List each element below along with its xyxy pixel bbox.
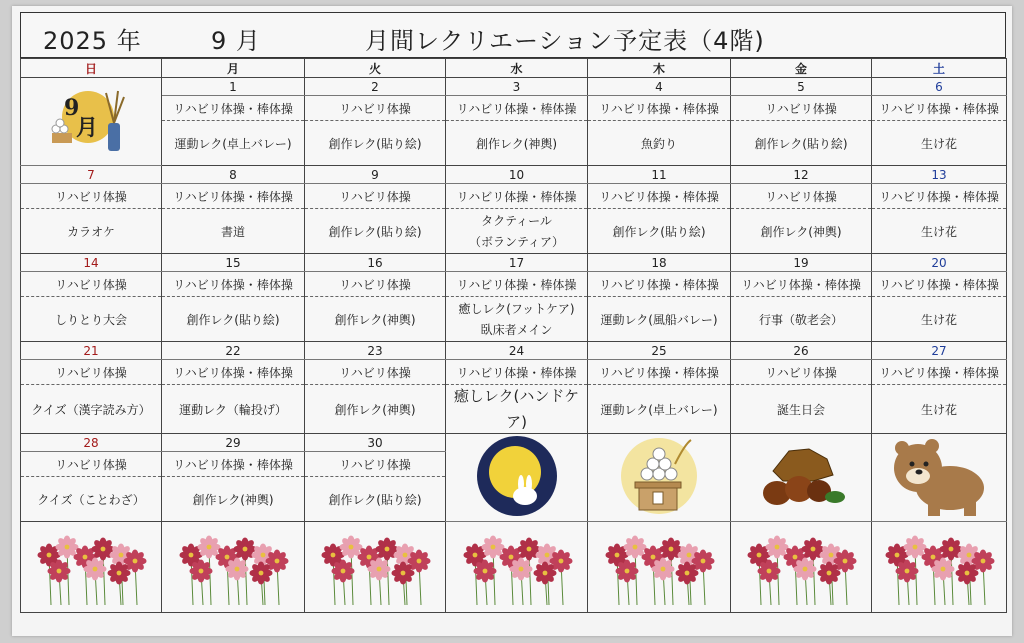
activity-text-line2: ア) xyxy=(506,413,527,431)
cosmos-flower-row xyxy=(21,522,1007,613)
exercise-cell: リハビリ体操・棒体操 xyxy=(162,184,305,209)
activity-row xyxy=(21,297,1007,342)
date-number-row xyxy=(21,434,1007,452)
activity-cell xyxy=(305,297,446,342)
activity-cell xyxy=(446,385,588,434)
date-number: 1 xyxy=(162,78,305,96)
activity-text: 生け花 xyxy=(920,402,957,417)
activity-cell xyxy=(162,297,305,342)
activity-text: 運動レク（輪投げ） xyxy=(179,402,287,417)
cosmos-illustration xyxy=(21,522,162,613)
date-number-row xyxy=(21,78,1007,96)
activity-cell xyxy=(21,209,162,254)
exercise-cell: リハビリ体操・棒体操 xyxy=(588,184,731,209)
date-number: 30 xyxy=(305,434,446,452)
activity-cell xyxy=(872,297,1007,342)
cosmos-illustration xyxy=(162,522,305,613)
activity-text: 癒しレク(フットケア) xyxy=(458,302,575,316)
exercise-row xyxy=(21,360,1007,385)
title-month: 9 月 xyxy=(211,27,261,55)
date-number: 16 xyxy=(305,254,446,272)
title-main: 月間レクリエーション予定表（4階) xyxy=(365,27,765,55)
activity-text: 創作レク(神輿) xyxy=(334,312,416,327)
calendar-table xyxy=(20,58,1007,613)
activity-text: クイズ（ことわざ） xyxy=(37,492,145,507)
cosmos-illustration xyxy=(305,522,446,613)
exercise-cell: リハビリ体操 xyxy=(731,360,872,385)
activity-text: 運動レク(風船バレー) xyxy=(600,312,718,327)
activity-cell xyxy=(446,297,588,342)
exercise-cell: リハビリ体操 xyxy=(731,184,872,209)
activity-cell xyxy=(446,209,588,254)
exercise-row xyxy=(21,184,1007,209)
cosmos-illustration xyxy=(731,522,872,613)
weekday-sat: 土 xyxy=(872,59,1007,78)
date-number: 29 xyxy=(162,434,305,452)
sept-moon-illustration xyxy=(21,78,162,166)
activity-text: クイズ（漢字読み方） xyxy=(31,402,151,417)
activity-text: 生け花 xyxy=(920,312,957,327)
activity-cell xyxy=(588,297,731,342)
date-number: 8 xyxy=(162,166,305,184)
date-number: 17 xyxy=(446,254,588,272)
date-number: 14 xyxy=(21,254,162,272)
exercise-cell: リハビリ体操・棒体操 xyxy=(162,96,305,121)
activity-cell xyxy=(162,209,305,254)
date-number: 7 xyxy=(21,166,162,184)
activity-text: 創作レク(貼り絵) xyxy=(328,492,422,507)
calendar-sheet xyxy=(12,6,1012,636)
activity-text: 創作レク(貼り絵) xyxy=(186,312,280,327)
date-number-row xyxy=(21,342,1007,360)
activity-cell xyxy=(21,477,162,522)
activity-text: カラオケ xyxy=(67,224,115,239)
activity-text-line2: 臥床者メイン xyxy=(480,323,553,337)
date-number-row xyxy=(21,254,1007,272)
exercise-cell: リハビリ体操・棒体操 xyxy=(872,360,1007,385)
weekday-mon: 月 xyxy=(162,59,305,78)
activity-text: 生け花 xyxy=(920,136,957,151)
svg-text:月: 月 xyxy=(76,115,99,141)
activity-cell xyxy=(446,121,588,166)
date-number-row xyxy=(21,166,1007,184)
date-number: 26 xyxy=(731,342,872,360)
title-bar xyxy=(20,12,1006,58)
activity-text: 行事（敬老会） xyxy=(758,312,843,327)
activity-text: 創作レク(貼り絵) xyxy=(612,224,706,239)
activity-cell xyxy=(162,121,305,166)
activity-cell xyxy=(21,297,162,342)
exercise-cell: リハビリ体操・棒体操 xyxy=(446,96,588,121)
svg-text:9: 9 xyxy=(64,95,80,121)
activity-row xyxy=(21,209,1007,254)
tsukimi-dango-illustration xyxy=(588,434,731,522)
weekday-wed: 水 xyxy=(446,59,588,78)
exercise-cell: リハビリ体操・棒体操 xyxy=(162,360,305,385)
date-number: 28 xyxy=(21,434,162,452)
activity-text: 創作レク(貼り絵) xyxy=(328,136,422,151)
activity-text: 運動レク(卓上バレー) xyxy=(174,136,292,151)
exercise-cell: リハビリ体操 xyxy=(305,96,446,121)
activity-cell xyxy=(872,385,1007,434)
activity-cell xyxy=(162,477,305,522)
date-number: 18 xyxy=(588,254,731,272)
activity-text: 創作レク(神輿) xyxy=(192,492,274,507)
date-number: 21 xyxy=(21,342,162,360)
exercise-cell: リハビリ体操・棒体操 xyxy=(446,184,588,209)
exercise-cell: リハビリ体操・棒体操 xyxy=(446,272,588,297)
activity-text: 生け花 xyxy=(920,224,957,239)
date-number: 24 xyxy=(446,342,588,360)
date-number: 20 xyxy=(872,254,1007,272)
activity-cell xyxy=(305,477,446,522)
activity-text: 書道 xyxy=(220,224,245,239)
date-number: 25 xyxy=(588,342,731,360)
exercise-row xyxy=(21,272,1007,297)
date-number: 10 xyxy=(446,166,588,184)
date-number: 23 xyxy=(305,342,446,360)
date-number: 5 xyxy=(731,78,872,96)
exercise-cell: リハビリ体操 xyxy=(21,272,162,297)
exercise-cell: リハビリ体操・棒体操 xyxy=(872,272,1007,297)
activity-row xyxy=(21,121,1007,166)
exercise-cell: リハビリ体操・棒体操 xyxy=(162,452,305,477)
exercise-cell: リハビリ体操・棒体操 xyxy=(446,360,588,385)
activity-cell xyxy=(21,385,162,434)
activity-cell xyxy=(872,121,1007,166)
activity-cell xyxy=(588,209,731,254)
date-number: 3 xyxy=(446,78,588,96)
exercise-cell: リハビリ体操 xyxy=(21,360,162,385)
date-number: 19 xyxy=(731,254,872,272)
cosmos-illustration xyxy=(588,522,731,613)
exercise-cell: リハビリ体操・棒体操 xyxy=(731,272,872,297)
title-year: 2025 年 xyxy=(43,27,142,55)
date-number: 22 xyxy=(162,342,305,360)
exercise-cell: リハビリ体操 xyxy=(731,96,872,121)
exercise-cell: リハビリ体操・棒体操 xyxy=(588,96,731,121)
date-number: 15 xyxy=(162,254,305,272)
activity-cell xyxy=(872,209,1007,254)
activity-text: しりとり大会 xyxy=(54,312,127,327)
date-number: 2 xyxy=(305,78,446,96)
activity-text: 創作レク(神輿) xyxy=(475,136,558,151)
cosmos-illustration xyxy=(446,522,588,613)
activity-text: タクティール xyxy=(481,214,552,228)
exercise-cell: リハビリ体操・棒体操 xyxy=(588,272,731,297)
activity-text: 癒しレク(ハンドケ xyxy=(453,387,580,405)
date-number: 6 xyxy=(872,78,1007,96)
activity-text: 創作レク(神輿) xyxy=(760,224,842,239)
activity-cell xyxy=(731,297,872,342)
activity-cell xyxy=(731,209,872,254)
activity-cell xyxy=(731,385,872,434)
activity-text-line2: （ボランティア） xyxy=(468,235,565,249)
exercise-cell: リハビリ体操 xyxy=(305,184,446,209)
activity-cell xyxy=(305,209,446,254)
activity-text: 誕生日会 xyxy=(776,402,825,417)
activity-cell xyxy=(305,385,446,434)
bear-illustration xyxy=(872,434,1007,522)
exercise-cell: リハビリ体操 xyxy=(21,184,162,209)
moon-rabbit-illustration xyxy=(446,434,588,522)
activity-cell xyxy=(162,385,305,434)
exercise-cell: リハビリ体操・棒体操 xyxy=(872,96,1007,121)
activity-text: 創作レク(神輿) xyxy=(334,402,416,417)
exercise-cell: リハビリ体操 xyxy=(305,272,446,297)
weekday-fri: 金 xyxy=(731,59,872,78)
exercise-cell: リハビリ体操・棒体操 xyxy=(872,184,1007,209)
date-number: 12 xyxy=(731,166,872,184)
exercise-row xyxy=(21,96,1007,121)
activity-row xyxy=(21,385,1007,434)
activity-cell xyxy=(588,121,731,166)
activity-cell xyxy=(305,121,446,166)
activity-text: 魚釣り xyxy=(640,136,677,151)
chestnuts-illustration xyxy=(731,434,872,522)
weekday-sun: 日 xyxy=(21,59,162,78)
exercise-cell: リハビリ体操 xyxy=(305,452,446,477)
exercise-cell: リハビリ体操・棒体操 xyxy=(162,272,305,297)
weekday-tue: 火 xyxy=(305,59,446,78)
date-number: 4 xyxy=(588,78,731,96)
date-number: 9 xyxy=(305,166,446,184)
date-number: 27 xyxy=(872,342,1007,360)
activity-cell xyxy=(731,121,872,166)
exercise-cell: リハビリ体操 xyxy=(21,452,162,477)
exercise-cell: リハビリ体操・棒体操 xyxy=(588,360,731,385)
weekday-thu: 木 xyxy=(588,59,731,78)
activity-text: 運動レク(卓上バレー) xyxy=(600,402,718,417)
activity-text: 創作レク(貼り絵) xyxy=(328,224,422,239)
cosmos-illustration xyxy=(872,522,1007,613)
weekday-header-row xyxy=(21,59,1007,78)
date-number: 11 xyxy=(588,166,731,184)
activity-cell xyxy=(588,385,731,434)
date-number: 13 xyxy=(872,166,1007,184)
activity-text: 創作レク(貼り絵) xyxy=(754,136,848,151)
exercise-cell: リハビリ体操 xyxy=(305,360,446,385)
